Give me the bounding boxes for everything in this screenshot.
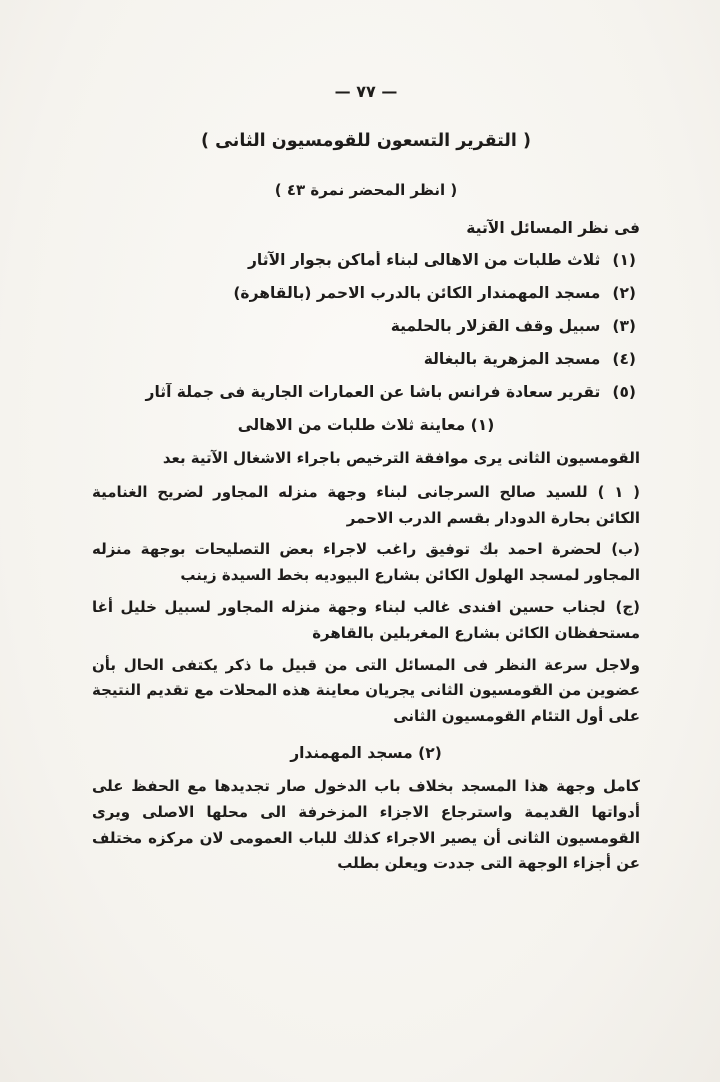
minutes-reference: ( انظر المحضر نمرة ٤٣ ) xyxy=(274,181,458,199)
agenda-item-number: (٥) xyxy=(612,383,636,401)
section-2-body: كامل وجهة هذا المسجد بخلاف باب الدخول صار تجديدها مع الحفظ على أدواتها القديمة واسترجاع الاجزاء المزخرفة الى محلها الاصلى ويرى القومسيون الثانى أن يصير الاجراء كذلك للباب العمومى لان مركزه مختلف عن أجزاء الوجهة التى جددت ويعلن بطلب xyxy=(92,776,640,873)
request-item xyxy=(92,537,640,589)
agenda-item xyxy=(92,284,636,302)
agenda-item xyxy=(92,251,636,269)
request-item-number: ( ١ ) xyxy=(597,482,641,501)
agenda-item-text: سبيل وقف القزلار بالحلمية xyxy=(390,317,601,335)
agenda-list xyxy=(92,251,640,401)
agenda-item xyxy=(92,317,636,335)
request-item xyxy=(92,595,640,647)
agenda-item-number: (١) xyxy=(612,251,636,269)
agenda-item-number: (٤) xyxy=(612,350,636,368)
agenda-item-text: مسجد المهمندار الكائن بالدرب الاحمر (بالقاهرة) xyxy=(233,284,601,302)
agenda-item-text: مسجد المزهرية بالبغالة xyxy=(423,350,601,368)
section-1-closing: ولاجل سرعة النظر فى المسائل التى من قبيل ما ذكر يكتفى الحال بأن عضوين من القومسيون الثانى يجريان معاينة هذه المحلات مع تقديم النتيجة على أول التئام القومسيون الثانى xyxy=(92,655,640,726)
request-item xyxy=(92,480,640,532)
section-1-lead: القومسيون الثانى يرى موافقة الترخيص باجراء الاشغال الآتية بعد xyxy=(162,449,640,467)
agenda-item xyxy=(92,350,636,368)
agenda-item xyxy=(92,383,636,401)
agenda-item-number: (٣) xyxy=(612,317,636,335)
request-item-text: للسيد صالح السرجانى لبناء وجهة منزله المجاور لضريح الغنامية الكائن بحارة الدودار بقسم الدرب الاحمر xyxy=(92,482,640,527)
section-2-heading: (٢) مسجد المهمندار xyxy=(290,743,442,762)
report-title: ( التقرير التسعون للقومسيون الثانى ) xyxy=(201,131,531,151)
request-item-number: (ب) xyxy=(611,540,640,559)
request-item-text: لحضرة احمد بك توفيق راغب لاجراء بعض التصليحات بوجهة منزله المجاور لمسجد الهلول الكائن بشارع البيوديه بخط السيدة زينب xyxy=(92,540,640,585)
agenda-intro: فى نظر المسائل الآتية xyxy=(466,219,640,237)
request-item-number: (ج) xyxy=(615,597,640,616)
request-item-text: لجناب حسين افندى غالب لبناء وجهة منزله المجاور لسبيل خليل أغا مستحفظان الكائن بشارع المغربلين بالقاهرة xyxy=(92,597,640,642)
agenda-item-text: تقرير سعادة فرانس باشا عن العمارات الجارية فى جملة آثار xyxy=(145,383,601,401)
agenda-item-text: ثلاث طلبات من الاهالى لبناء أماكن بجوار الآثار xyxy=(248,251,601,269)
section-1-heading: (١) معاينة ثلاث طلبات من الاهالى xyxy=(237,416,495,434)
agenda-item-number: (٢) xyxy=(612,284,636,302)
page-number: — ٧٧ — xyxy=(334,82,398,101)
